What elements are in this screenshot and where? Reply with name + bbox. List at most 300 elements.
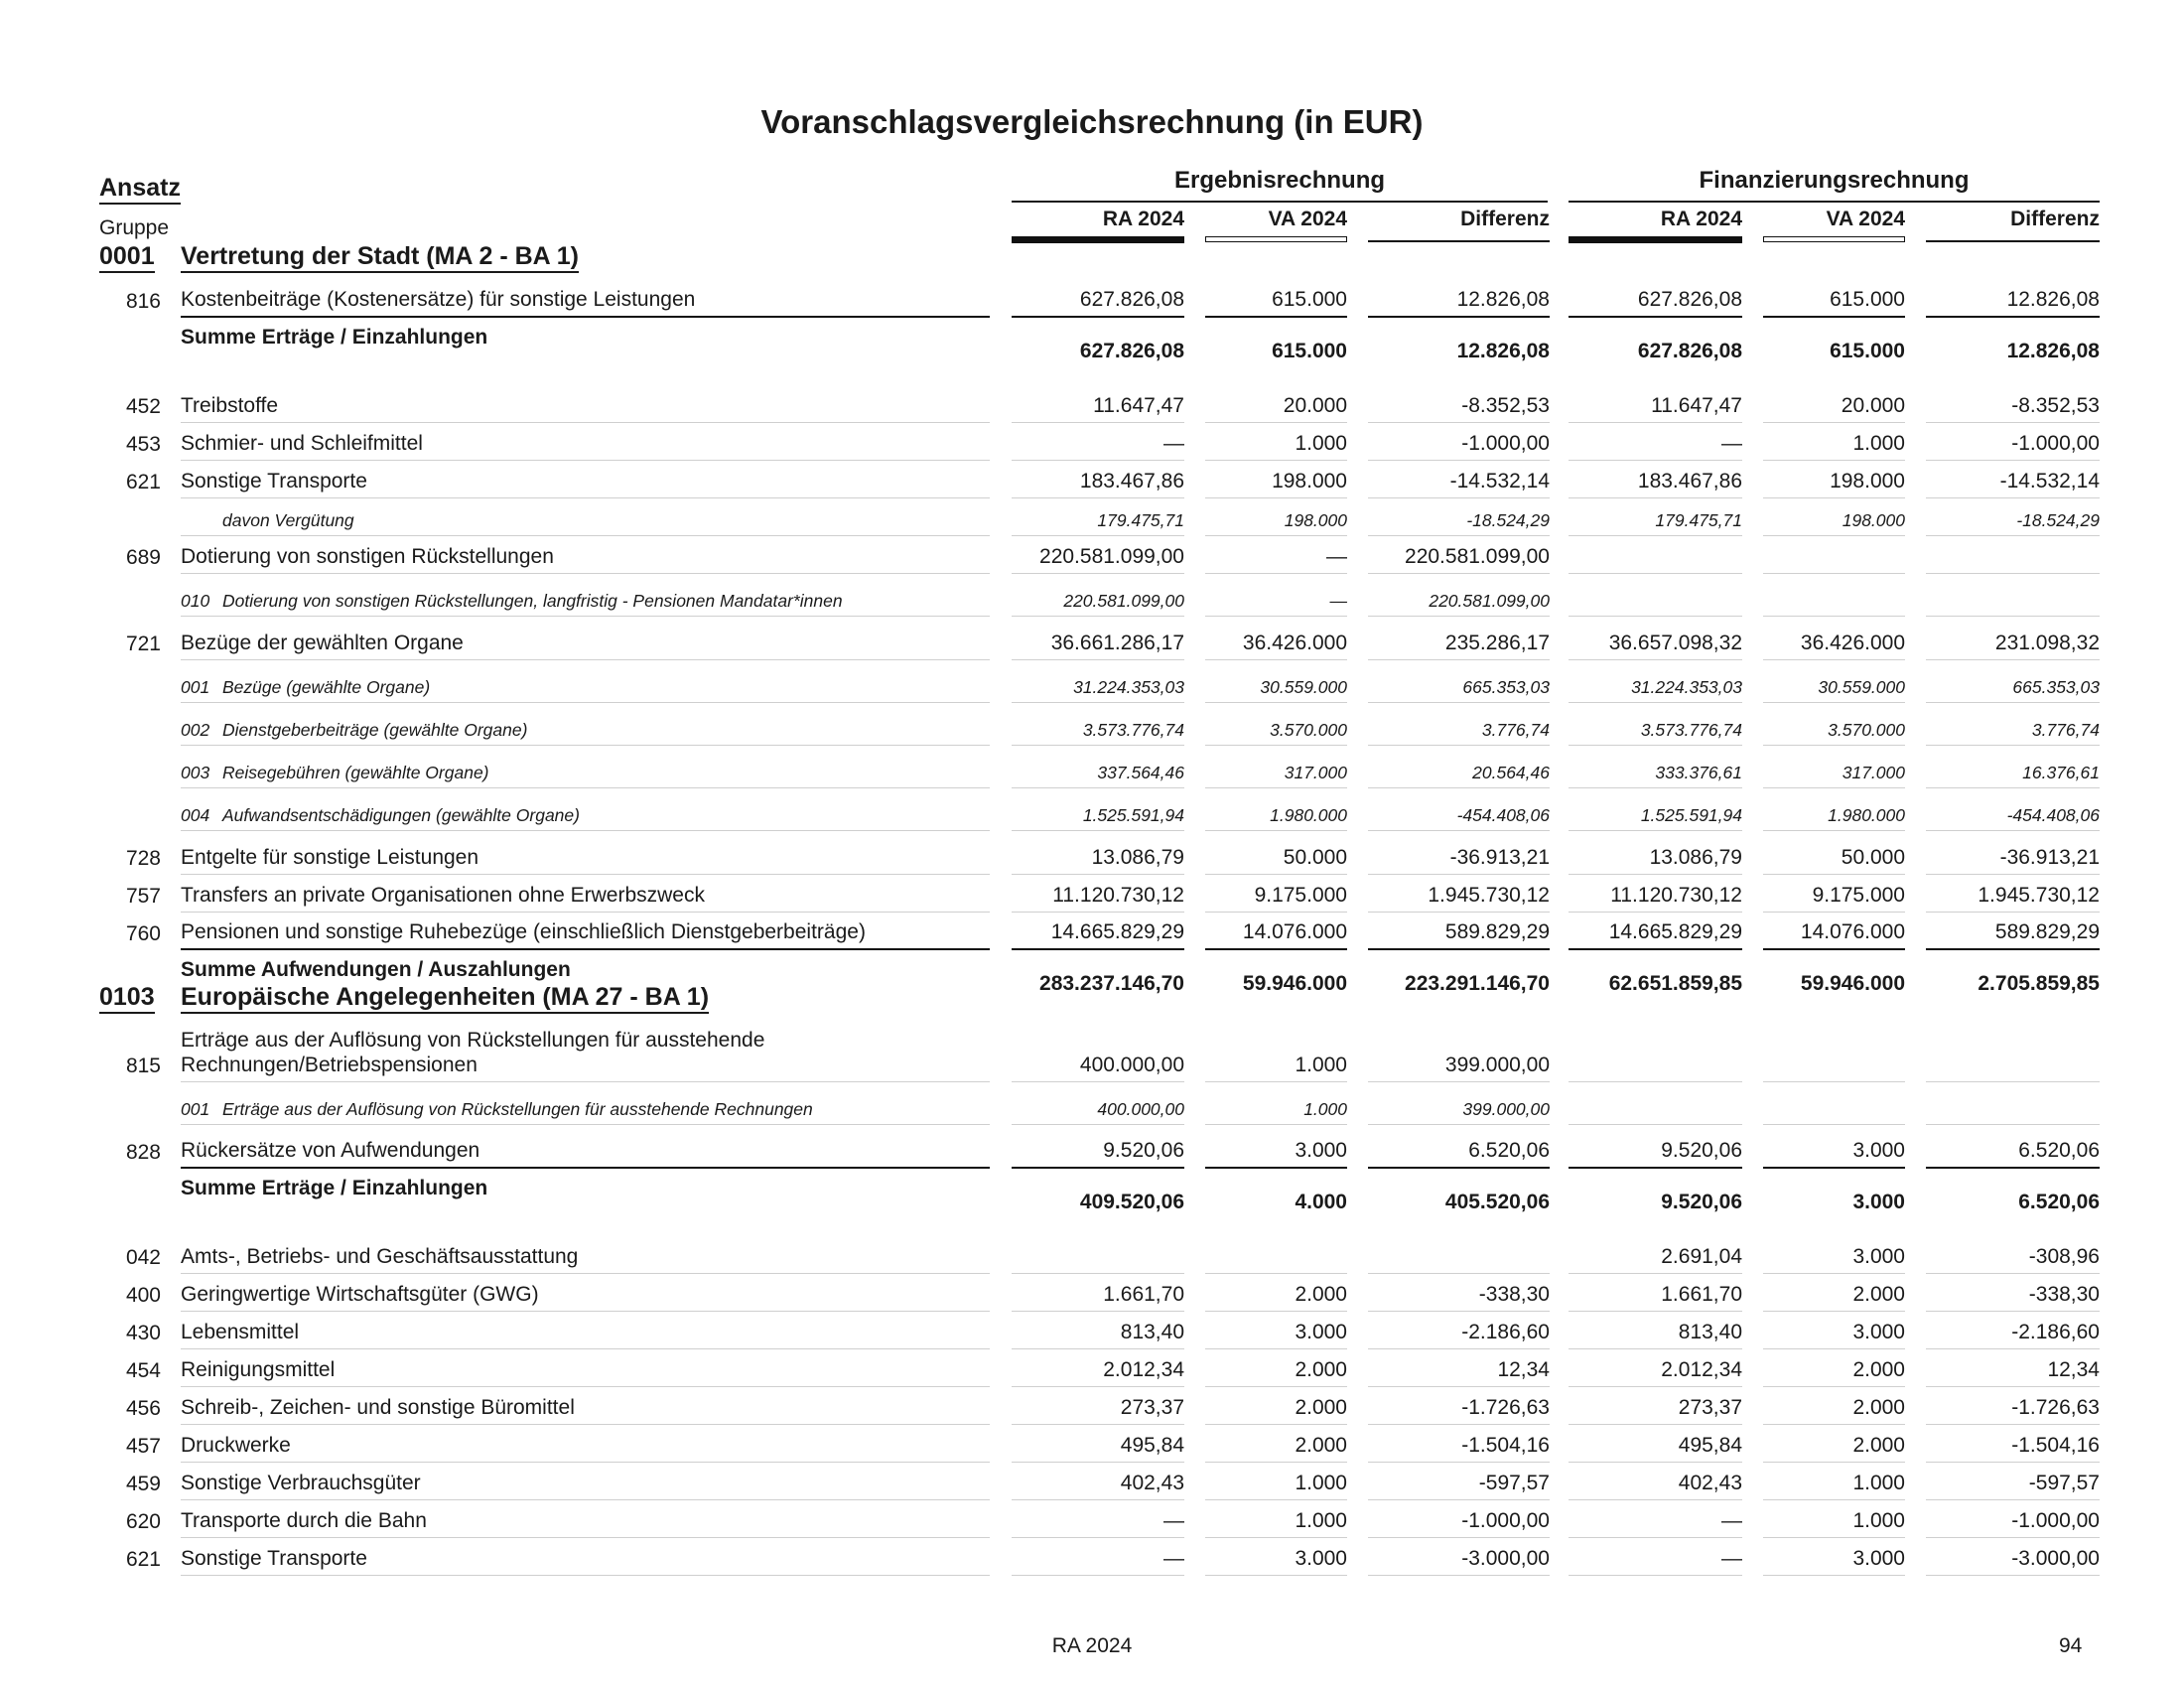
value-text: 1.000: [1295, 1508, 1347, 1532]
value-cell: [1569, 875, 1742, 913]
value-text: -1.000,00: [1461, 1508, 1550, 1532]
value-text: 31.224.353,03: [1073, 677, 1184, 697]
table-row: [0, 1425, 2184, 1463]
value-cell: [1763, 1169, 1905, 1218]
value-text: 1.525.591,94: [1082, 805, 1184, 825]
description-cell: [181, 1463, 990, 1500]
account-code: 760: [125, 922, 161, 945]
value-cell: [1368, 1274, 1550, 1312]
value-cell: [1763, 837, 1905, 875]
sub-row: [0, 703, 2184, 746]
column-header-marker: [1569, 236, 1742, 243]
value-text: -36.913,21: [1449, 845, 1550, 869]
gruppe-label: Gruppe: [99, 216, 170, 239]
value-text: 14.665.829,29: [1608, 919, 1742, 943]
value-cell: [1926, 385, 2100, 423]
value-cell: [1205, 913, 1347, 950]
value-cell: [1763, 746, 1905, 788]
description-cell: [181, 875, 990, 913]
description-text: Bezüge (gewählte Organe): [222, 677, 431, 697]
column-header-label: VA 2024: [1826, 208, 1905, 230]
value-text: 3.573.776,74: [1082, 720, 1184, 740]
sub-row: [0, 660, 2184, 703]
value-cell: [1926, 461, 2100, 498]
column-header-marker: [1205, 236, 1347, 242]
value-text: 6.520,06: [2018, 1190, 2100, 1213]
description-cell: [181, 1538, 990, 1576]
account-code: 457: [125, 1435, 161, 1458]
value-cell: [1012, 703, 1184, 746]
account-code: 621: [125, 1548, 161, 1571]
table-row: [0, 461, 2184, 498]
description-text: Reinigungsmittel: [181, 1357, 336, 1381]
value-text: 1.980.000: [1270, 805, 1347, 825]
value-cell: [1926, 875, 2100, 913]
value-cell: [1763, 385, 1905, 423]
value-cell: [1763, 1349, 1905, 1387]
description-text: Erträge aus der Auflösung von Rückstellungen für ausstehende Rechnungen/Betriebspensionen: [181, 1028, 765, 1076]
value-cell: [1205, 498, 1347, 536]
value-text: 589.829,29: [1994, 919, 2100, 943]
value-text: 3.000: [1852, 1138, 1905, 1162]
value-cell: [1205, 574, 1347, 617]
value-cell: [1569, 1236, 1742, 1274]
value-text: -36.913,21: [1999, 845, 2100, 869]
column-header-3: [1368, 207, 1550, 234]
table-row: [0, 1236, 2184, 1274]
value-cell: [1926, 1082, 2100, 1125]
value-cell: [1763, 703, 1905, 746]
table-row: [0, 623, 2184, 660]
value-cell: [1368, 423, 1550, 461]
value-text: 615.000: [1830, 287, 1905, 311]
value-text: 183.467,86: [1079, 469, 1184, 492]
description-cell: [181, 1274, 990, 1312]
value-cell: [1205, 461, 1347, 498]
table-row: [0, 1500, 2184, 1538]
description-cell: [181, 1312, 990, 1349]
value-text: 20.000: [1841, 393, 1905, 417]
description-cell: [181, 703, 990, 746]
value-cell: [1763, 280, 1905, 318]
column-header-marker: [1368, 240, 1550, 242]
value-text: -454.408,06: [2006, 805, 2100, 825]
value-cell: [1926, 788, 2100, 831]
value-cell: [1012, 788, 1184, 831]
value-cell: [1926, 746, 2100, 788]
value-text: 399.000,00: [1462, 1099, 1550, 1119]
value-text: 4.000: [1295, 1190, 1347, 1213]
value-text: 2.000: [1852, 1433, 1905, 1457]
value-cell: [1569, 788, 1742, 831]
description-text: Summe Aufwendungen / Auszahlungen: [181, 957, 571, 981]
description-cell: [181, 423, 990, 461]
value-text: 198.000: [1272, 469, 1347, 492]
value-cell: [1368, 623, 1550, 660]
value-cell: [1763, 498, 1905, 536]
value-cell: [1205, 1349, 1347, 1387]
description-text: Erträge aus der Auflösung von Rückstellungen für ausstehende Rechnungen: [222, 1099, 813, 1119]
value-cell: [1205, 788, 1347, 831]
sub-row: [0, 788, 2184, 831]
column-header-marker: [1926, 240, 2100, 242]
value-cell: [1926, 660, 2100, 703]
sub-row: [0, 574, 2184, 617]
value-cell: [1205, 950, 1347, 1000]
value-text: 813,40: [1678, 1320, 1742, 1343]
value-cell: [1569, 461, 1742, 498]
value-text: 9.175.000: [1812, 883, 1905, 907]
value-text: 220.581.099,00: [1429, 591, 1550, 611]
value-cell: [1569, 1538, 1742, 1576]
description-cell: [181, 318, 990, 367]
account-code: 721: [125, 633, 161, 655]
value-cell: [1012, 1387, 1184, 1425]
column-header-label: VA 2024: [1268, 208, 1347, 230]
value-cell: [1368, 498, 1550, 536]
value-text: 31.224.353,03: [1631, 677, 1742, 697]
value-text: 223.291.146,70: [1405, 971, 1550, 995]
value-text: -8.352,53: [1461, 393, 1550, 417]
value-cell: [1368, 1021, 1550, 1082]
value-text: -338,30: [1478, 1282, 1550, 1306]
value-cell: [1205, 385, 1347, 423]
value-cell: [1368, 1425, 1550, 1463]
sub-code: 010: [181, 591, 210, 611]
value-text: 30.559.000: [1260, 677, 1347, 697]
value-text: 1.661,70: [1103, 1282, 1184, 1306]
value-text: —: [1326, 544, 1347, 568]
value-text: 2.691,04: [1661, 1244, 1742, 1268]
column-header-label: RA 2024: [1660, 208, 1742, 230]
value-text: 627.826,08: [1079, 339, 1184, 362]
value-text: 3.000: [1852, 1320, 1905, 1343]
value-cell: [1926, 318, 2100, 367]
value-text: 59.946.000: [1242, 971, 1347, 995]
value-cell: [1205, 1131, 1347, 1169]
value-text: -3.000,00: [2011, 1546, 2100, 1570]
value-cell: [1763, 660, 1905, 703]
description-text: Rückersätze von Aufwendungen: [181, 1138, 480, 1162]
column-header-marker: [1012, 236, 1184, 243]
description-cell: [181, 1131, 990, 1169]
value-cell: [1205, 1312, 1347, 1349]
description-cell: [181, 1236, 990, 1274]
value-cell: [1926, 1169, 2100, 1218]
value-cell: [1012, 1312, 1184, 1349]
value-text: 3.776,74: [2031, 720, 2100, 740]
value-cell: [1926, 1463, 2100, 1500]
value-cell: [1926, 280, 2100, 318]
value-cell: [1012, 385, 1184, 423]
value-cell: [1368, 1538, 1550, 1576]
value-cell: [1763, 1082, 1905, 1125]
value-text: 2.012,34: [1103, 1357, 1184, 1381]
description-text: Amts-, Betriebs- und Geschäftsausstattung: [181, 1244, 579, 1268]
account-code: 454: [125, 1359, 161, 1382]
value-text: 183.467,86: [1637, 469, 1742, 492]
value-text: —: [1163, 1546, 1184, 1570]
value-text: 1.000: [1295, 431, 1347, 455]
column-header-5: [1763, 207, 1905, 234]
value-cell: [1012, 536, 1184, 574]
sub-code: 002: [181, 720, 210, 740]
value-text: 36.426.000: [1242, 631, 1347, 654]
description-text: Summe Erträge / Einzahlungen: [181, 1176, 488, 1199]
value-cell: [1926, 1131, 2100, 1169]
value-cell: [1926, 703, 2100, 746]
value-text: 179.475,71: [1097, 510, 1184, 530]
value-cell: [1926, 837, 2100, 875]
value-text: 50.000: [1841, 845, 1905, 869]
value-text: -597,57: [2028, 1471, 2100, 1494]
description-cell: [181, 746, 990, 788]
value-text: 179.475,71: [1655, 510, 1742, 530]
value-text: 2.000: [1295, 1357, 1347, 1381]
value-text: 3.570.000: [1828, 720, 1905, 740]
table-row: [0, 837, 2184, 875]
account-code: 620: [125, 1510, 161, 1533]
description-text: Kostenbeiträge (Kostenersätze) für sonstige Leistungen: [181, 287, 696, 311]
value-cell: [1368, 1236, 1550, 1274]
value-cell: [1926, 913, 2100, 950]
value-cell: [1205, 1425, 1347, 1463]
description-cell: [181, 385, 990, 423]
value-text: 36.426.000: [1800, 631, 1905, 654]
description-text: Druckwerke: [181, 1433, 291, 1457]
value-cell: [1569, 1463, 1742, 1500]
group-title: Vertretung der Stadt (MA 2 - BA 1): [181, 242, 579, 273]
value-text: 3.776,74: [1481, 720, 1550, 740]
value-text: 20.000: [1283, 393, 1347, 417]
value-text: 14.076.000: [1242, 919, 1347, 943]
value-cell: [1205, 1387, 1347, 1425]
value-cell: [1926, 623, 2100, 660]
value-cell: [1763, 461, 1905, 498]
value-text: 3.573.776,74: [1640, 720, 1742, 740]
value-cell: [1012, 461, 1184, 498]
description-text: Transfers an private Organisationen ohne Erwerbszweck: [181, 883, 705, 907]
value-text: 2.000: [1295, 1395, 1347, 1419]
table-row: [0, 385, 2184, 423]
value-cell: [1569, 913, 1742, 950]
description-cell: [181, 788, 990, 831]
table-row: [0, 1131, 2184, 1169]
value-cell: [1012, 1349, 1184, 1387]
value-text: —: [1163, 431, 1184, 455]
value-text: 16.376,61: [2022, 763, 2100, 782]
value-cell: [1569, 498, 1742, 536]
ansatz-label: Ansatz: [99, 175, 181, 205]
value-cell: [1368, 703, 1550, 746]
value-cell: [1012, 1082, 1184, 1125]
value-text: 2.012,34: [1661, 1357, 1742, 1381]
value-cell: [1368, 1131, 1550, 1169]
table-row: [0, 913, 2184, 950]
footer-label: RA 2024: [1051, 1634, 1133, 1657]
description-text: Lebensmittel: [181, 1320, 300, 1343]
value-text: 11.647,47: [1093, 393, 1184, 417]
table-row: [0, 423, 2184, 461]
value-cell: [1012, 318, 1184, 367]
value-cell: [1205, 318, 1347, 367]
description-cell: [181, 536, 990, 574]
table-row: [0, 1387, 2184, 1425]
table-row: [0, 1312, 2184, 1349]
value-text: 1.661,70: [1661, 1282, 1742, 1306]
value-cell: [1569, 536, 1742, 574]
sub-code: 001: [181, 677, 210, 697]
value-cell: [1012, 746, 1184, 788]
value-cell: [1368, 1463, 1550, 1500]
table-row: [0, 1021, 2184, 1082]
table-row: [0, 1274, 2184, 1312]
value-cell: [1569, 623, 1742, 660]
description-text: Dotierung von sonstigen Rückstellungen, langfristig - Pensionen Mandatar*innen: [222, 591, 843, 611]
group-code: 0103: [99, 983, 155, 1014]
value-text: 3.000: [1295, 1320, 1347, 1343]
value-cell: [1763, 318, 1905, 367]
value-text: 12.826,08: [1456, 287, 1550, 311]
value-text: —: [1721, 431, 1742, 455]
value-text: 198.000: [1284, 510, 1347, 530]
value-cell: [1569, 703, 1742, 746]
value-cell: [1926, 950, 2100, 1000]
sub-row: [0, 1082, 2184, 1125]
value-text: 3.000: [1852, 1244, 1905, 1268]
value-text: 9.520,06: [1661, 1138, 1742, 1162]
value-text: 627.826,08: [1637, 287, 1742, 311]
value-text: 495,84: [1678, 1433, 1742, 1457]
value-cell: [1763, 1463, 1905, 1500]
value-text: -1.726,63: [1461, 1395, 1550, 1419]
value-text: 2.000: [1295, 1282, 1347, 1306]
account-code: 816: [125, 290, 161, 313]
value-cell: [1012, 623, 1184, 660]
value-text: 36.661.286,17: [1050, 631, 1184, 654]
value-text: -8.352,53: [2011, 393, 2100, 417]
value-text: 231.098,32: [1994, 631, 2100, 654]
table-row: [0, 875, 2184, 913]
value-cell: [1368, 461, 1550, 498]
value-cell: [1763, 1500, 1905, 1538]
value-text: 1.000: [1852, 1471, 1905, 1494]
account-code: 689: [125, 546, 161, 569]
value-text: 402,43: [1120, 1471, 1184, 1494]
value-cell: [1012, 875, 1184, 913]
value-cell: [1569, 1312, 1742, 1349]
value-text: 1.945.730,12: [1978, 883, 2100, 907]
value-text: 12.826,08: [2006, 339, 2100, 362]
value-text: 273,37: [1120, 1395, 1184, 1419]
value-cell: [1569, 746, 1742, 788]
value-text: 50.000: [1283, 845, 1347, 869]
column-header-1: [1012, 207, 1184, 234]
value-text: 1.525.591,94: [1640, 805, 1742, 825]
value-cell: [1368, 1349, 1550, 1387]
value-text: -597,57: [1478, 1471, 1550, 1494]
description-text: Dienstgeberbeiträge (gewählte Organe): [222, 720, 528, 740]
account-code: 459: [125, 1473, 161, 1495]
value-cell: [1926, 1236, 2100, 1274]
value-cell: [1012, 950, 1184, 1000]
value-text: 400.000,00: [1079, 1053, 1184, 1076]
value-cell: [1205, 703, 1347, 746]
total-row: [0, 318, 2184, 367]
sub-row: [0, 746, 2184, 788]
value-cell: [1569, 280, 1742, 318]
value-text: 3.000: [1852, 1190, 1905, 1213]
value-cell: [1012, 660, 1184, 703]
account-code: 400: [125, 1284, 161, 1307]
value-text: 2.000: [1295, 1433, 1347, 1457]
value-text: 198.000: [1842, 510, 1905, 530]
value-text: 405.520,06: [1444, 1190, 1550, 1213]
value-cell: [1205, 1274, 1347, 1312]
value-cell: [1368, 746, 1550, 788]
value-text: 1.000: [1295, 1053, 1347, 1076]
value-cell: [1012, 1169, 1184, 1218]
value-text: 665.353,03: [2012, 677, 2100, 697]
value-text: 13.086,79: [1649, 845, 1742, 869]
description-text: Schmier- und Schleifmittel: [181, 431, 423, 455]
account-code: 453: [125, 433, 161, 456]
value-text: -1.000,00: [1461, 431, 1550, 455]
column-header-label: RA 2024: [1102, 208, 1184, 230]
value-cell: [1926, 574, 2100, 617]
value-text: —: [1721, 1508, 1742, 1532]
value-cell: [1763, 1236, 1905, 1274]
value-cell: [1205, 875, 1347, 913]
description-text: Treibstoffe: [181, 393, 279, 417]
value-cell: [1205, 536, 1347, 574]
value-text: 13.086,79: [1091, 845, 1184, 869]
value-cell: [1012, 1538, 1184, 1576]
value-text: 14.665.829,29: [1050, 919, 1184, 943]
table-row: [0, 536, 2184, 574]
value-cell: [1569, 837, 1742, 875]
value-text: —: [1721, 1546, 1742, 1570]
value-text: 665.353,03: [1462, 677, 1550, 697]
description-text: Geringwertige Wirtschaftsgüter (GWG): [181, 1282, 539, 1306]
value-text: -1.000,00: [2011, 1508, 2100, 1532]
table-row: [0, 1349, 2184, 1387]
value-cell: [1368, 318, 1550, 367]
value-text: 273,37: [1678, 1395, 1742, 1419]
value-text: -14.532,14: [1999, 469, 2100, 492]
column-header-4: [1569, 207, 1742, 234]
value-cell: [1205, 423, 1347, 461]
value-cell: [1763, 913, 1905, 950]
value-text: -1.504,16: [1461, 1433, 1550, 1457]
value-cell: [1569, 1500, 1742, 1538]
value-cell: [1569, 1425, 1742, 1463]
value-text: 283.237.146,70: [1039, 971, 1184, 995]
value-cell: [1569, 1274, 1742, 1312]
value-text: 14.076.000: [1800, 919, 1905, 943]
value-cell: [1926, 1538, 2100, 1576]
value-text: 3.000: [1852, 1546, 1905, 1570]
account-code: 815: [125, 1055, 161, 1077]
value-cell: [1205, 1236, 1347, 1274]
value-cell: [1763, 875, 1905, 913]
value-cell: [1205, 837, 1347, 875]
description-cell: [181, 574, 990, 617]
value-cell: [1012, 498, 1184, 536]
account-code: 621: [125, 471, 161, 493]
value-cell: [1926, 1425, 2100, 1463]
value-text: 2.000: [1852, 1282, 1905, 1306]
